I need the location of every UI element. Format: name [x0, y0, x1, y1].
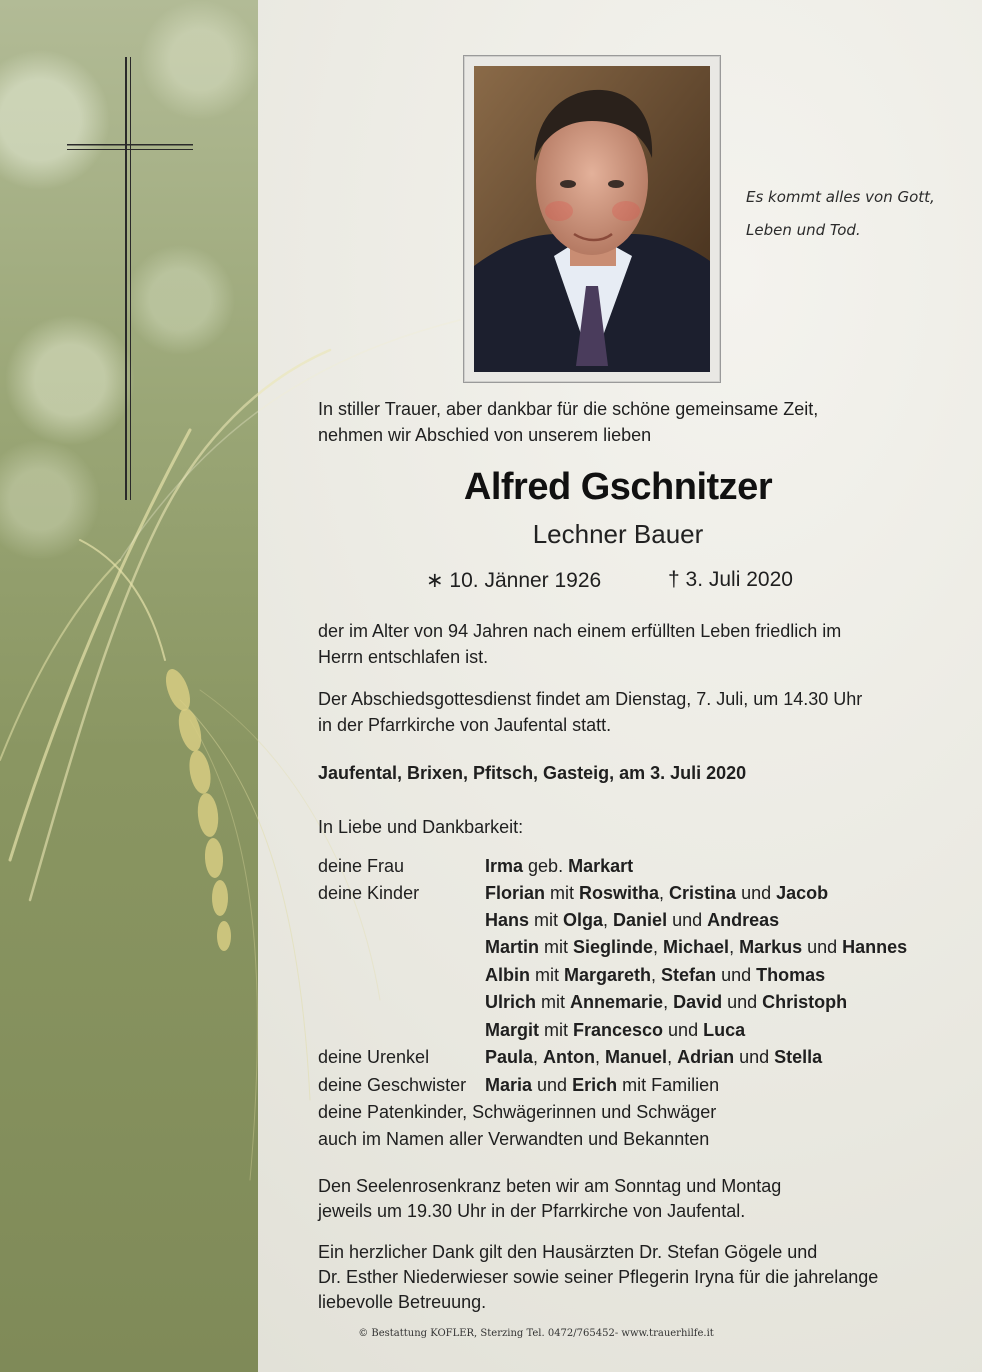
person-name: Manuel	[605, 1047, 668, 1067]
cross-icon	[0, 0, 260, 520]
name-connector: mit	[530, 965, 564, 985]
name-connector: und	[722, 992, 763, 1012]
rosary-line-1: Den Seelenrosenkranz beten wir am Sonntag und Montag	[318, 1176, 782, 1196]
portrait-photo-illustration	[474, 66, 710, 372]
person-name: Maria	[485, 1075, 533, 1095]
portrait-frame	[463, 55, 721, 383]
name-connector: mit	[539, 937, 573, 957]
name-connector: und	[716, 965, 757, 985]
name-connector: mit Familien	[617, 1075, 720, 1095]
person-name: Thomas	[756, 965, 826, 985]
mourner-names-urenkel	[485, 1044, 822, 1071]
person-name: Annemarie	[570, 992, 664, 1012]
person-name: Adrian	[677, 1047, 735, 1067]
mourner-label-geschwister: deine Geschwister	[318, 1075, 467, 1095]
name-connector: ,	[651, 965, 662, 985]
person-name: David	[673, 992, 723, 1012]
intro-line-1: In stiller Trauer, aber dankbar für die schöne gemeinsame Zeit,	[318, 399, 819, 419]
birth-date: ∗ 10. Jänner 1926	[426, 569, 602, 592]
paragraph-1-line-2: Herrn entschlafen ist.	[318, 647, 489, 667]
intro-line-2: nehmen wir Abschied von unserem lieben	[318, 425, 652, 445]
name-connector: ,	[729, 937, 740, 957]
name-connector: mit	[529, 910, 564, 930]
deceased-name: Alfred Gschnitzer	[463, 466, 773, 508]
mourner-names-kinder-4	[485, 962, 825, 989]
place-and-date: Jaufental, Brixen, Pfitsch, Gasteig, am 3. Juli 2020	[318, 763, 747, 783]
name-connector: ,	[595, 1047, 606, 1067]
name-connector: ,	[667, 1047, 678, 1067]
funeral-home-footer: © Bestattung KOFLER, Sterzing Tel. 0472/765452- www.trauerhilfe.it	[358, 1328, 714, 1339]
person-name: Hannes	[842, 937, 908, 957]
person-name: Margareth	[564, 965, 652, 985]
person-name: Luca	[703, 1020, 746, 1040]
person-name: Stella	[774, 1047, 823, 1067]
name-connector: ,	[603, 910, 614, 930]
love-line: In Liebe und Dankbarkeit:	[318, 817, 524, 837]
name-connector: mit	[539, 1020, 573, 1040]
person-name: Florian	[485, 883, 546, 903]
person-name: Hans	[485, 910, 530, 930]
thanks-line-2: Dr. Esther Niederwieser sowie seiner Pflegerin Iryna für die jahrelange	[318, 1267, 879, 1287]
person-name: Roswitha	[579, 883, 660, 903]
person-name: Michael	[663, 937, 730, 957]
person-name: Erich	[572, 1075, 618, 1095]
person-name: Sieglinde	[573, 937, 654, 957]
name-connector: mit	[545, 883, 580, 903]
name-connector: ,	[663, 992, 674, 1012]
person-name: Martin	[485, 937, 539, 957]
person-name: Irma	[485, 856, 524, 876]
mourner-names-geschwister	[485, 1072, 719, 1099]
person-name: Anton	[543, 1047, 596, 1067]
death-date: † 3. Juli 2020	[668, 568, 793, 591]
person-name: Andreas	[707, 910, 780, 930]
name-connector: mit	[536, 992, 571, 1012]
name-connector: und	[663, 1020, 704, 1040]
mourner-line-paten: deine Patenkinder, Schwägerinnen und Schwäger	[318, 1102, 717, 1122]
mourner-label-urenkel: deine Urenkel	[318, 1047, 430, 1067]
deceased-nickname: Lechner Bauer	[532, 519, 704, 549]
person-name: Christoph	[762, 992, 848, 1012]
paragraph-2-line-2: in der Pfarrkirche von Jaufental statt.	[318, 715, 612, 735]
name-connector: ,	[653, 937, 664, 957]
mourner-label-kinder: deine Kinder	[318, 883, 420, 903]
name-connector: geb.	[523, 856, 569, 876]
rosary-line-2: jeweils um 19.30 Uhr in der Pfarrkirche von Jaufental.	[318, 1201, 746, 1221]
person-name: Markart	[568, 856, 634, 876]
quote-line-2: Leben und Tod.	[746, 221, 861, 239]
mourner-names-kinder-1	[485, 880, 828, 907]
person-name: Paula	[485, 1047, 534, 1067]
mourner-line-verwandte: auch im Namen aller Verwandten und Bekannten	[318, 1129, 710, 1149]
person-name: Daniel	[613, 910, 668, 930]
name-connector: und	[667, 910, 708, 930]
person-name: Markus	[739, 937, 803, 957]
mourner-label-frau: deine Frau	[318, 856, 405, 876]
person-name: Stefan	[661, 965, 717, 985]
portrait-photo	[474, 66, 710, 372]
person-name: Ulrich	[485, 992, 537, 1012]
name-connector: und	[802, 937, 843, 957]
name-connector: und	[736, 883, 777, 903]
person-name: Albin	[485, 965, 530, 985]
person-name: Jacob	[776, 883, 829, 903]
thanks-line-1: Ein herzlicher Dank gilt den Hausärzten Dr. Stefan Gögele und	[318, 1242, 818, 1262]
mourner-names-kinder-6	[485, 1017, 745, 1044]
quote-line-1: Es kommt alles von Gott,	[746, 188, 935, 206]
mourner-names-kinder-5	[485, 989, 847, 1016]
thanks-line-3: liebevolle Betreuung.	[318, 1292, 487, 1312]
name-connector: und	[532, 1075, 573, 1095]
paragraph-1-line-1: der im Alter von 94 Jahren nach einem erfüllten Leben friedlich im	[318, 621, 842, 641]
person-name: Francesco	[573, 1020, 664, 1040]
name-connector: und	[734, 1047, 775, 1067]
mourner-names-frau	[485, 853, 633, 880]
person-name: Olga	[563, 910, 604, 930]
paragraph-2-line-1: Der Abschiedsgottesdienst findet am Dienstag, 7. Juli, um 14.30 Uhr	[318, 689, 863, 709]
name-connector: ,	[533, 1047, 544, 1067]
person-name: Margit	[485, 1020, 539, 1040]
mourner-names-kinder-2	[485, 907, 779, 934]
mourner-names-kinder-3	[485, 934, 907, 961]
name-connector: ,	[659, 883, 670, 903]
person-name: Cristina	[669, 883, 737, 903]
